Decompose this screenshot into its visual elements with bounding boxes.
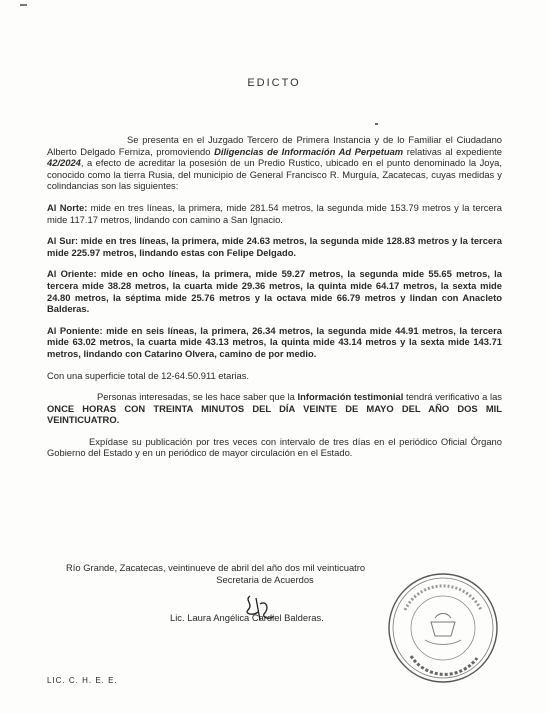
superficie-paragraph: Con una superficie total de 12-64.50.911 etarias. — [47, 369, 250, 381]
scan-dot — [375, 123, 378, 125]
sur-paragraph: Al Sur: mide en tres líneas, la primera, mide 24.63 metros, la segunda mide 128.83 metros y la tercera mide 225.97 metros, lindando estas con Felipe Delgado. — [47, 235, 502, 258]
document-body — [47, 134, 502, 469]
signer-role: Secretaria de Acuerdos — [216, 573, 314, 585]
personas-text-1: Personas interesadas, se les hace saber que la — [97, 391, 298, 403]
intro-text-1: Se presenta en el Juzgado Tercero de Primera Instancia y de lo Familiar el Ciudadano Alberto Delgado Ferniza, promoviendo — [47, 134, 502, 157]
norte-label: Al Norte: — [47, 201, 88, 213]
intro-text-2: relativas al expediente — [403, 145, 502, 157]
document-title: EDICTO — [247, 77, 301, 89]
scan-mark — [20, 4, 27, 6]
personas-paragraph — [47, 391, 502, 426]
place-date: Río Grande, Zacatecas, veintinueve de abril del año dos mil veinticuatro — [66, 562, 366, 573]
court-seal — [385, 570, 501, 686]
intro-procedure: Diligencias de Información Ad Perpetuam — [214, 145, 404, 157]
oriente-paragraph: Al Oriente: mide en ocho líneas, la primera, mide 59.27 metros, la segunda mide 55.65 metros, la tercera mide 38.28 metros, la cuarta mide 29.36 metros, la quinta mide 64.17 metros, la sexta mide 24.80 metros, la séptima mide 25.76 metros y la octava mide 66.79 metros y lindan con Anacleto Balderas. — [47, 268, 502, 315]
personas-bold-1: Información testimonial — [297, 391, 404, 403]
norte-text: mide en tres líneas, la primera, mide 281.54 metros, la segunda mide 153.79 metros y la tercera mide 117.17 metros, lindando con camino a San Ignacio. — [47, 201, 502, 225]
hearing-date: ONCE HORAS CON TREINTA MINUTOS DEL DÍA VEINTE DE MAYO DEL AÑO DOS MIL VEINTICUATRO. — [47, 402, 502, 426]
initials: LIC. C. H. E. E. — [47, 676, 118, 685]
norte-paragraph — [47, 202, 502, 225]
intro-case-number: 42/2024 — [47, 157, 81, 169]
publicacion-paragraph: Expídase su publicación por tres veces con intervalo de tres días en el periódico Oficial Órgano Gobierno del Estado y en un periódico de mayor circulación en el Estado. — [47, 435, 502, 459]
personas-text-2: tendrá verificativo a las — [403, 391, 502, 403]
intro-paragraph — [47, 134, 502, 192]
intro-text-3: , a efecto de acreditar la posesión de un Predio Rustico, ubicado en el punto denominado la Joya, conocido como la tierra Rusia, del municipio de General Francisco R. Murguía, Zacatecas, cuyas medidas y colindancias son las siguientes: — [47, 157, 502, 192]
signer-name: Lic. Laura Angélica Cardiel Balderas. — [170, 612, 324, 623]
poniente-paragraph: Al Poniente: mide en seis líneas, la primera, 26.34 metros, la segunda mide 44.91 metros, la tercera mide 63.02 metros, la cuarta mide 43.13 metros, la quinta mide 43.14 metros y la sexta mide 143.71 metros, lindando con Catarino Olvera, camino de por medio. — [47, 324, 502, 359]
